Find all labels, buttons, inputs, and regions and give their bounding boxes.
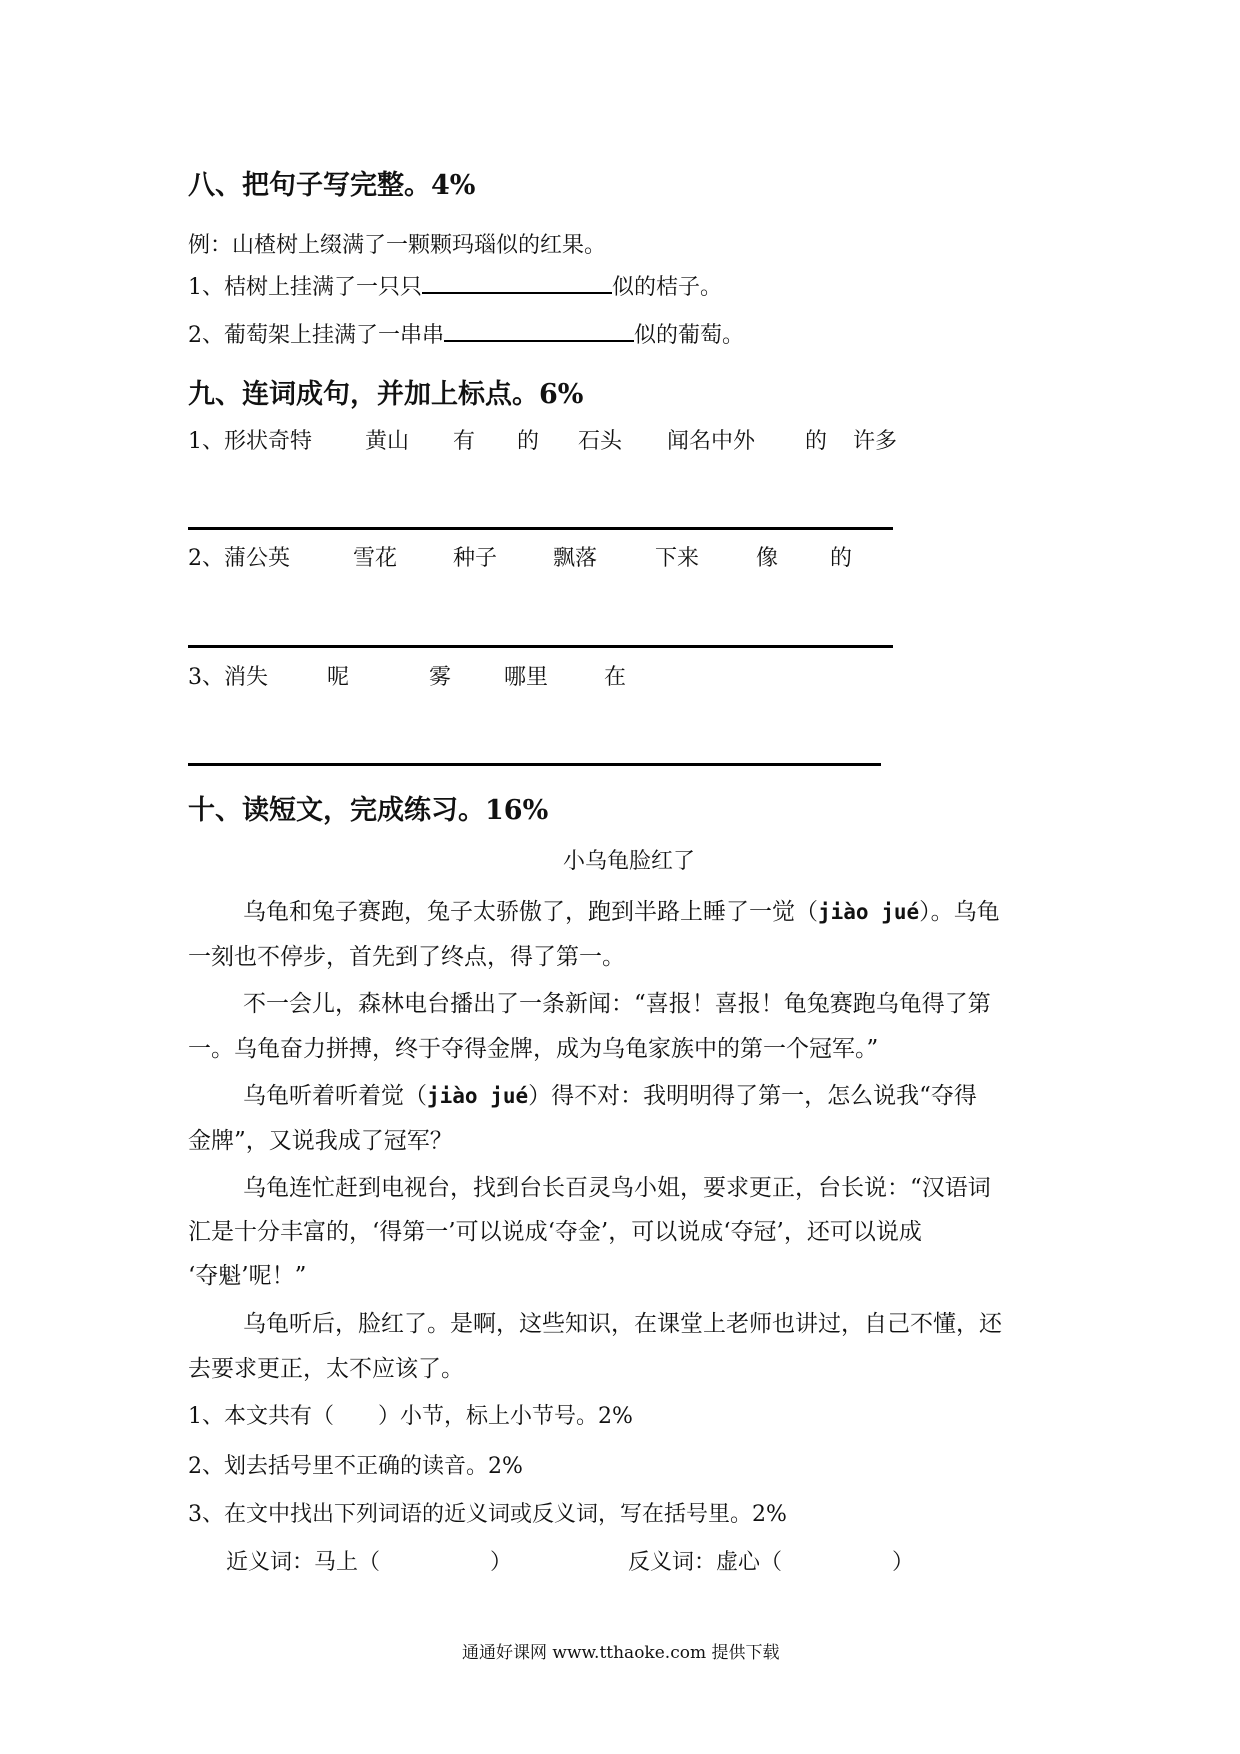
section-10-question-1: 1、本文共有（ ）小节，标上小节号。2%: [188, 1404, 633, 1429]
section-8-example: 例：山楂树上缀满了一颗颗玛瑙似的红果。: [188, 233, 607, 258]
pinyin-choice[interactable]: jiào jué: [818, 900, 920, 924]
question-2-suffix: 似的葡萄。: [634, 323, 745, 348]
word-chip: 有: [453, 429, 476, 454]
pinyin-choice[interactable]: jiào jué: [427, 1084, 529, 1108]
word-chip: 在: [604, 665, 627, 690]
answer-line-1[interactable]: [188, 527, 893, 530]
word-chip: 雪花: [353, 546, 398, 571]
question-1-prefix: 1、桔树上挂满了一只只: [188, 275, 422, 300]
passage-line: 乌龟听后，脸红了。是啊，这些知识，在课堂上老师也讲过，自己不懂，还: [243, 1311, 1002, 1337]
word-chip: 石头: [578, 429, 623, 454]
section-10-question-3: 3、在文中找出下列词语的近义词或反义词，写在括号里。2%: [188, 1502, 787, 1527]
section-10-heading: 十、读短文，完成练习。16%: [188, 795, 549, 826]
word-chip: 的: [805, 429, 828, 454]
word-chip: 许多: [853, 429, 898, 454]
passage-title: 小乌龟脸红了: [563, 849, 696, 874]
passage-line: 不一会儿，森林电台播出了一条新闻：“喜报！喜报！龟兔赛跑乌龟得了第: [243, 991, 991, 1017]
answer-blank-2[interactable]: [444, 318, 634, 342]
section-10-question-2: 2、划去括号里不正确的读音。2%: [188, 1454, 523, 1479]
word-chip: 飘落: [553, 546, 598, 571]
word-chip: 闻名中外: [667, 429, 756, 454]
passage-line: 乌龟听着听着觉（jiào jué）得不对：我明明得了第一，怎么说我“夺得: [243, 1083, 977, 1109]
question-2-prefix: 2、葡萄架上挂满了一串串: [188, 323, 444, 348]
section-9-heading: 九、连词成句，并加上标点。6%: [188, 379, 584, 410]
word-chip: 3、消失: [188, 665, 268, 690]
passage-line: 金牌”，又说我成了冠军？: [188, 1128, 453, 1154]
passage-line: 乌龟连忙赶到电视台，找到台长百灵鸟小姐，要求更正，台长说：“汉语词: [243, 1175, 991, 1201]
word-chip: 像: [756, 546, 779, 571]
page-footer: 通通好课网 www.tthaoke.com 提供下载: [462, 1643, 780, 1663]
section-8-question-2: [188, 318, 744, 349]
antonym-item[interactable]: 反义词：虚心（ ）: [628, 1550, 915, 1575]
passage-line: 去要求更正，太不应该了。: [188, 1356, 464, 1382]
word-chip: 雾: [429, 665, 452, 690]
passage-line: 汇是十分丰富的，‘得第一’可以说成‘夺金’，可以说成‘夺冠’，还可以说成: [188, 1219, 922, 1245]
passage-line: 乌龟和兔子赛跑，兔子太骄傲了，跑到半路上睡了一觉（jiào jué）。乌龟: [243, 899, 1000, 925]
synonym-item[interactable]: 近义词：马上（ ）: [226, 1550, 513, 1575]
section-8-heading: 八、把句子写完整。4%: [188, 170, 476, 201]
word-chip: 呢: [327, 665, 350, 690]
word-chip: 的: [517, 429, 540, 454]
passage-line: ‘夺魁’呢！”: [188, 1263, 307, 1289]
word-chip: 的: [830, 546, 853, 571]
passage-line: 一。乌龟奋力拼搏，终于夺得金牌，成为乌龟家族中的第一个冠军。”: [188, 1036, 879, 1062]
section-8-question-1: [188, 270, 722, 301]
word-chip: 黄山: [365, 429, 410, 454]
passage-line: 一刻也不停步，首先到了终点，得了第一。: [188, 944, 625, 970]
answer-line-2[interactable]: [188, 645, 893, 648]
word-chip: 1、形状奇特: [188, 429, 312, 454]
answer-blank-1[interactable]: [422, 270, 612, 294]
answer-line-3[interactable]: [188, 763, 881, 766]
word-chip: 哪里: [504, 665, 549, 690]
word-chip: 种子: [453, 546, 498, 571]
question-1-suffix: 似的桔子。: [612, 275, 723, 300]
word-chip: 下来: [655, 546, 700, 571]
word-chip: 2、蒲公英: [188, 546, 290, 571]
